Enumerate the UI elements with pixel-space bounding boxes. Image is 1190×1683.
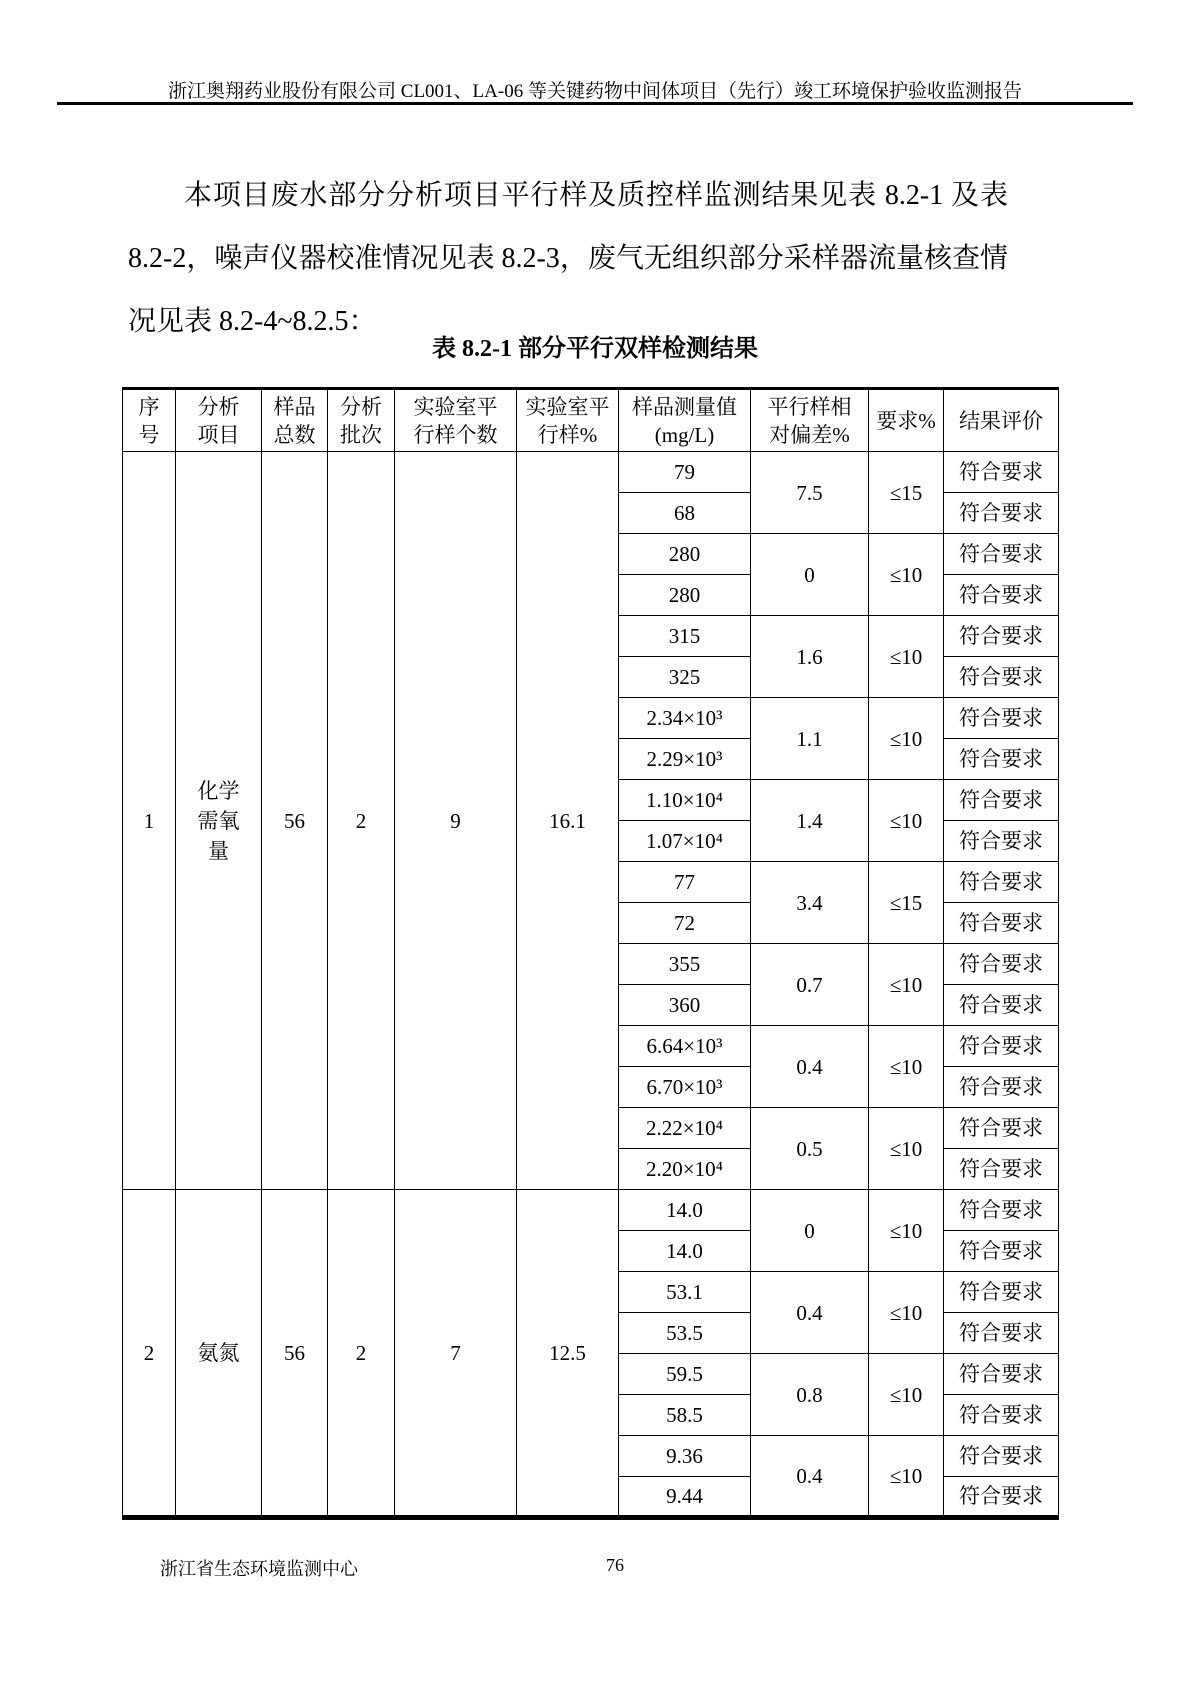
measured-value-cell: 315	[619, 616, 751, 657]
measured-value-cell: 1.10×10⁴	[619, 780, 751, 821]
result-cell: 符合要求	[944, 903, 1059, 944]
measured-value-cell: 325	[619, 657, 751, 698]
body-paragraph: 本项目废水部分分析项目平行样及质控样监测结果见表 8.2-1 及表 8.2-2，噪声仪器校准情况见表 8.2-3，废气无组织部分采样器流量核查情况见表 8.2-4~8.2.5：	[128, 180, 1008, 337]
table-row	[123, 1190, 1059, 1231]
result-cell: 符合要求	[944, 1067, 1059, 1108]
result-cell: 符合要求	[944, 985, 1059, 1026]
measured-value-cell: 68	[619, 493, 751, 534]
deviation-cell: 7.5	[751, 452, 869, 534]
header-rule	[57, 102, 1133, 105]
measured-value-cell: 355	[619, 944, 751, 985]
footer-org-name: 浙江省生态环境监测中心	[160, 1559, 358, 1579]
measured-value-cell: 6.64×10³	[619, 1026, 751, 1067]
requirement-cell: ≤10	[869, 698, 944, 780]
requirement-cell: ≤10	[869, 534, 944, 616]
deviation-cell: 0.4	[751, 1026, 869, 1108]
column-header: 序 号	[123, 389, 176, 452]
requirement-cell: ≤10	[869, 1436, 944, 1518]
deviation-cell: 1.4	[751, 780, 869, 862]
deviation-cell: 1.6	[751, 616, 869, 698]
measured-value-cell: 6.70×10³	[619, 1067, 751, 1108]
batches-cell: 2	[328, 452, 395, 1190]
result-cell: 符合要求	[944, 862, 1059, 903]
result-cell: 符合要求	[944, 739, 1059, 780]
requirement-cell: ≤15	[869, 452, 944, 534]
result-cell: 符合要求	[944, 944, 1059, 985]
result-cell: 符合要求	[944, 780, 1059, 821]
parallel-pct-cell: 16.1	[517, 452, 619, 1190]
table-row	[123, 452, 1059, 493]
total-samples-cell: 56	[262, 1190, 328, 1518]
measured-value-cell: 360	[619, 985, 751, 1026]
column-header: 结果评价	[944, 389, 1059, 452]
batches-cell: 2	[328, 1190, 395, 1518]
column-header: 要求%	[869, 389, 944, 452]
header-row	[123, 389, 1059, 452]
requirement-cell: ≤10	[869, 1354, 944, 1436]
deviation-cell: 0.8	[751, 1354, 869, 1436]
result-cell: 符合要求	[944, 616, 1059, 657]
table-head	[123, 389, 1059, 452]
seq-cell: 2	[123, 1190, 176, 1518]
column-header: 样品测量值 (mg/L)	[619, 389, 751, 452]
measured-value-cell: 2.29×10³	[619, 739, 751, 780]
measured-value-cell: 58.5	[619, 1395, 751, 1436]
parallel-count-cell: 7	[395, 1190, 517, 1518]
requirement-cell: ≤10	[869, 1190, 944, 1272]
result-cell: 符合要求	[944, 575, 1059, 616]
column-header: 分析 项目	[176, 389, 262, 452]
result-cell: 符合要求	[944, 1272, 1059, 1313]
measured-value-cell: 280	[619, 575, 751, 616]
measured-value-cell: 2.22×10⁴	[619, 1108, 751, 1149]
requirement-cell: ≤10	[869, 1108, 944, 1190]
analysis-item-cell: 氨氮	[176, 1190, 262, 1518]
result-cell: 符合要求	[944, 493, 1059, 534]
deviation-cell: 0.5	[751, 1108, 869, 1190]
measured-value-cell: 1.07×10⁴	[619, 821, 751, 862]
parallel-pct-cell: 12.5	[517, 1190, 619, 1518]
requirement-cell: ≤15	[869, 862, 944, 944]
result-cell: 符合要求	[944, 1149, 1059, 1190]
table-title: 表 8.2-1 部分平行双样检测结果	[432, 336, 758, 362]
measured-value-cell: 2.34×10³	[619, 698, 751, 739]
page-number: 76	[606, 1555, 624, 1575]
deviation-cell: 0	[751, 534, 869, 616]
result-cell: 符合要求	[944, 1436, 1059, 1477]
column-header: 样品 总数	[262, 389, 328, 452]
results-table	[122, 387, 1059, 1520]
measured-value-cell: 2.20×10⁴	[619, 1149, 751, 1190]
column-header: 实验室平 行样个数	[395, 389, 517, 452]
result-cell: 符合要求	[944, 821, 1059, 862]
measured-value-cell: 280	[619, 534, 751, 575]
deviation-cell: 0.4	[751, 1272, 869, 1354]
column-header: 平行样相 对偏差%	[751, 389, 869, 452]
result-cell: 符合要求	[944, 1231, 1059, 1272]
measured-value-cell: 9.36	[619, 1436, 751, 1477]
seq-cell: 1	[123, 452, 176, 1190]
result-cell: 符合要求	[944, 1313, 1059, 1354]
measured-value-cell: 79	[619, 452, 751, 493]
column-header: 分析 批次	[328, 389, 395, 452]
requirement-cell: ≤10	[869, 1026, 944, 1108]
result-cell: 符合要求	[944, 1108, 1059, 1149]
result-cell: 符合要求	[944, 1026, 1059, 1067]
measured-value-cell: 53.1	[619, 1272, 751, 1313]
result-cell: 符合要求	[944, 1354, 1059, 1395]
deviation-cell: 0.7	[751, 944, 869, 1026]
measured-value-cell: 53.5	[619, 1313, 751, 1354]
result-cell: 符合要求	[944, 1190, 1059, 1231]
deviation-cell: 1.1	[751, 698, 869, 780]
requirement-cell: ≤10	[869, 780, 944, 862]
requirement-cell: ≤10	[869, 944, 944, 1026]
table-body	[123, 452, 1059, 1518]
running-header: 浙江奥翔药业股份有限公司 CL001、LA-06 等关键药物中间体项目（先行）竣工环境保护验收监测报告	[168, 81, 1022, 102]
measured-value-cell: 14.0	[619, 1231, 751, 1272]
result-cell: 符合要求	[944, 657, 1059, 698]
measured-value-cell: 9.44	[619, 1477, 751, 1518]
analysis-item-cell: 化学 需氧 量	[176, 452, 262, 1190]
deviation-cell: 3.4	[751, 862, 869, 944]
requirement-cell: ≤10	[869, 1272, 944, 1354]
measured-value-cell: 77	[619, 862, 751, 903]
measured-value-cell: 59.5	[619, 1354, 751, 1395]
result-cell: 符合要求	[944, 1395, 1059, 1436]
parallel-count-cell: 9	[395, 452, 517, 1190]
result-cell: 符合要求	[944, 534, 1059, 575]
deviation-cell: 0	[751, 1190, 869, 1272]
requirement-cell: ≤10	[869, 616, 944, 698]
result-cell: 符合要求	[944, 1477, 1059, 1518]
result-cell: 符合要求	[944, 452, 1059, 493]
measured-value-cell: 14.0	[619, 1190, 751, 1231]
deviation-cell: 0.4	[751, 1436, 869, 1518]
result-cell: 符合要求	[944, 698, 1059, 739]
total-samples-cell: 56	[262, 452, 328, 1190]
measured-value-cell: 72	[619, 903, 751, 944]
column-header: 实验室平 行样%	[517, 389, 619, 452]
